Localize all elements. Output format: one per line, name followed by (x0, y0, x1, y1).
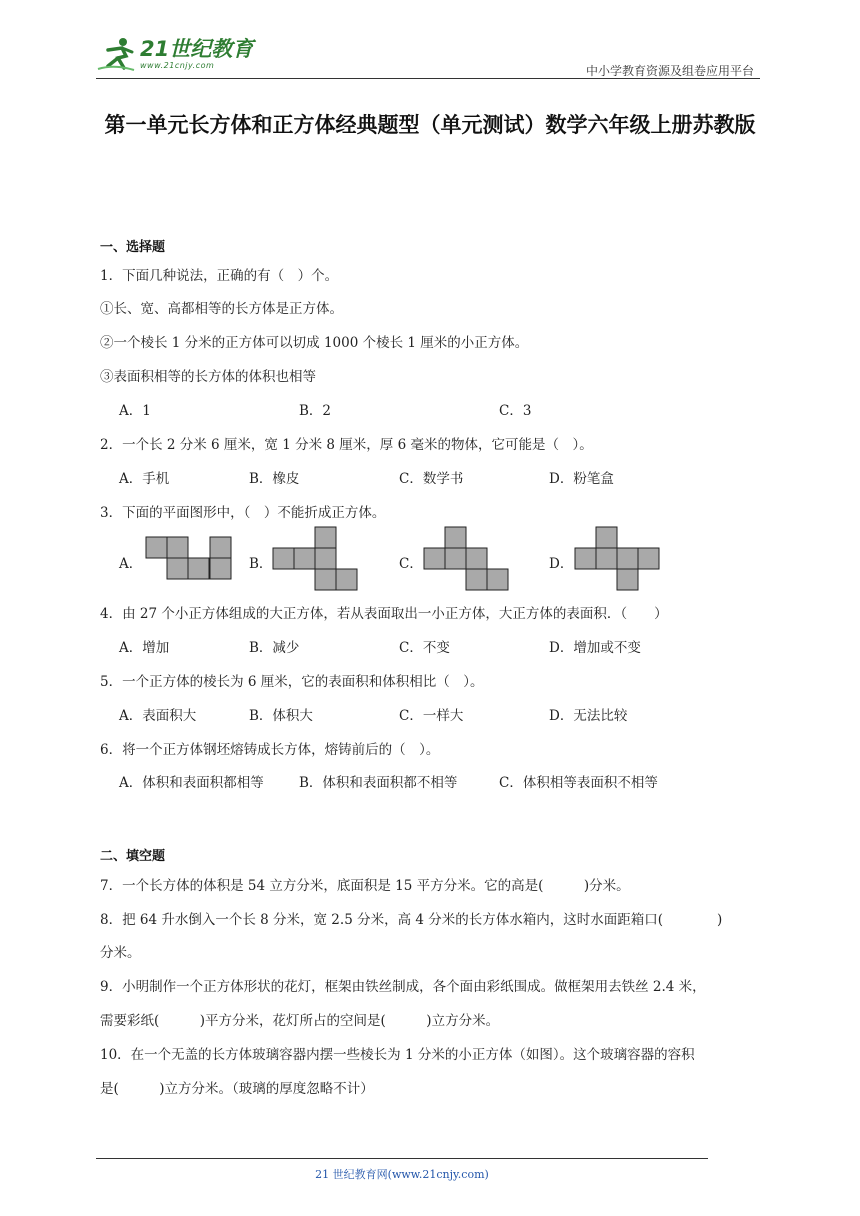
q6-stem: 6．将一个正方体钢坯熔铸成长方体，熔铸前后的（ ）。 (100, 742, 440, 758)
q10-line-1: 10．在一个无盖的长方体玻璃容器内摆一些棱长为 1 分米的小正方体（如图）。这个玻璃容器的容积 (100, 1047, 695, 1063)
q3-net-b (272, 526, 362, 592)
q3-stem: 3．下面的平面图形中，（ ）不能折成正方体。 (100, 505, 386, 521)
q6-option-b: B．体积和表面积都不相等 (299, 775, 458, 791)
q2-stem: 2．一个长 2 分米 6 厘米，宽 1 分米 8 厘米，厚 6 毫米的物体，它可能是（ ）。 (100, 437, 593, 453)
page-header (96, 30, 760, 80)
q5-option-a: A．表面积大 (119, 708, 197, 724)
q1-statement-2: ②一个棱长 1 分米的正方体可以切成 1000 个棱长 1 厘米的小正方体。 (100, 335, 529, 351)
q2-option-d: D．粉笔盒 (549, 471, 614, 487)
platform-name: 中小学教育资源及组卷应用平台 (585, 64, 754, 78)
q3-option-c: C． (399, 556, 423, 572)
footer-divider (96, 1158, 708, 1159)
q5-option-b: B．体积大 (249, 708, 313, 724)
q9-line-2: 需要彩纸( )平方分米，花灯所占的空间是( )立方分米。 (100, 1013, 500, 1029)
q4-stem: 4．由 27 个小正方体组成的大正方体，若从表面取出一小正方体，大正方体的表面积．（ ） (100, 606, 668, 622)
q5-option-c: C．一样大 (399, 708, 464, 724)
q1-statement-1: ①长、宽、高都相等的长方体是正方体。 (100, 301, 343, 317)
q5-stem: 5．一个正方体的棱长为 6 厘米，它的表面积和体积相比（ ）。 (100, 674, 484, 690)
q6-option-a: A．体积和表面积都相等 (119, 775, 264, 791)
q2-option-c: C．数学书 (399, 471, 464, 487)
q7-text: 7．一个长方体的体积是 54 立方分米，底面积是 15 平方分米。它的高是( )分米。 (100, 878, 630, 894)
logo-main-text: 21世纪教育 (140, 36, 254, 61)
q4-option-a: A．增加 (119, 640, 170, 656)
q1-option-a: A．1 (119, 403, 151, 419)
q8-line-2: 分米。 (100, 945, 141, 961)
q5-option-d: D．无法比较 (549, 708, 628, 724)
q3-option-b: B． (249, 556, 273, 572)
page-title: 第一单元长方体和正方体经典题型（单元测试）数学六年级上册苏教版 (104, 113, 756, 137)
q4-option-d: D．增加或不变 (549, 640, 641, 656)
header-divider (96, 78, 760, 79)
logo (96, 36, 253, 72)
q1-option-b: B．2 (299, 403, 332, 419)
q3-net-a (145, 536, 235, 582)
q4-option-b: B．减少 (249, 640, 300, 656)
q3-option-a: A． (119, 556, 143, 572)
footer-link[interactable]: 21 世纪教育网(www.21cnjy.com) (315, 1168, 489, 1181)
q4-option-c: C．不变 (399, 640, 450, 656)
section-heading-choice: 一、选择题 (100, 240, 166, 255)
q1-option-c: C．3 (499, 403, 532, 419)
q10-line-2: 是( )立方分米。（玻璃的厚度忽略不计） (100, 1081, 374, 1097)
q1-statement-3: ③表面积相等的长方体的体积也相等 (100, 369, 316, 385)
runner-logo-icon (96, 36, 136, 72)
q3-option-d: D． (549, 556, 574, 572)
q6-option-c: C．体积相等表面积不相等 (499, 775, 658, 791)
q2-option-b: B．橡皮 (249, 471, 300, 487)
q9-line-1: 9．小明制作一个正方体形状的花灯，框架由铁丝制成，各个面由彩纸围成。做框架用去铁丝 2.4 米， (100, 979, 706, 995)
q1-stem: 1．下面几种说法，正确的有（ ）个。 (100, 268, 339, 284)
q3-net-c (423, 526, 513, 592)
q3-net-d (574, 526, 664, 592)
section-heading-fill: 二、填空题 (100, 849, 166, 864)
q8-line-1: 8．把 64 升水倒入一个长 8 分米，宽 2.5 分米，高 4 分米的长方体水箱内，这时水面距箱口( ) (100, 912, 723, 928)
logo-url-text: www.21cnjy.com (140, 60, 215, 70)
q2-option-a: A．手机 (119, 471, 170, 487)
